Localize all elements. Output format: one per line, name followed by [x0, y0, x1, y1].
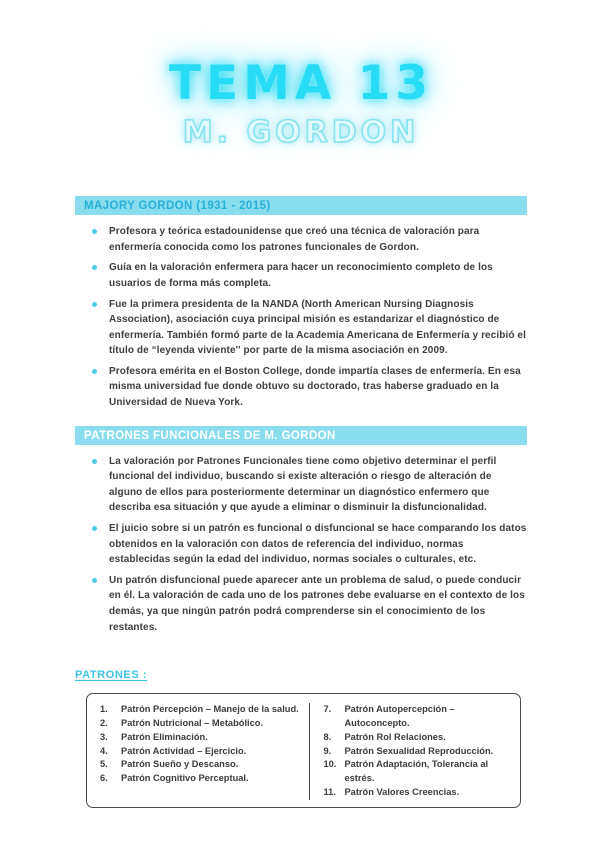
- patron-number: 7.: [323, 704, 332, 715]
- bullet-icon: [92, 265, 97, 270]
- bullet-list: [75, 224, 527, 411]
- page-title: TEMA 13: [168, 56, 434, 111]
- list-item: [92, 260, 527, 291]
- patron-number: 3.: [100, 731, 108, 742]
- bullet-text: La valoración por Patrones Funcionales tiene como objetivo determinar el perfil funcional del individuo, buscando si existe alteración o riesgo de alteración de alguno de ellos para posteriormente determinar un diagnóstico enfermero que describa esa situación y que ayude a eliminar o disminuir la disfuncionalidad.: [109, 455, 497, 514]
- section-patrones-funcionales: [75, 426, 527, 636]
- bullet-icon: [92, 229, 97, 234]
- list-item: [92, 224, 527, 255]
- bullet-text: Profesora emérita en el Boston College, donde impartía clases de enfermería. En esa misma universidad fue donde obtuvo su doctorado, tras haberse graduado en la Universidad de Nueva York.: [109, 365, 521, 409]
- bullet-text: Fue la primera presidenta de la NANDA (North American Nursing Diagnosis Association), asociación cuya principal misión es estandarizar el diagnóstico de enfermería. También formó parte de la Academia Americana de Enfermería y recibió el título de “leyenda viviente'' por parte de la misma asociación en 2009.: [109, 298, 526, 357]
- section-heading-patrones-funcionales: PATRONES FUNCIONALES DE M. GORDON: [75, 426, 527, 445]
- patron-item: [100, 703, 301, 717]
- title-block: [75, 58, 527, 150]
- patron-number: 11.: [323, 786, 336, 797]
- bullet-icon: [92, 578, 97, 583]
- patron-label: Patrón Adaptación, Tolerancia al estrés.: [344, 759, 489, 784]
- section-heading-majory-gordon: MAJORY GORDON (1931 - 2015): [75, 196, 527, 215]
- patron-number: 9.: [323, 745, 332, 756]
- bullet-icon: [92, 459, 97, 464]
- patron-item: [100, 745, 301, 759]
- bullet-text: Guía en la valoración enfermera para hacer un reconocimiento completo de los usuarios de forma más completa.: [109, 262, 493, 289]
- bullet-list: [75, 454, 527, 636]
- bullet-text: Profesora y teórica estadounidense que creó una técnica de valoración para enfermería conocida como los patrones funcionales de Gordon.: [109, 226, 480, 253]
- patron-item: [323, 731, 510, 745]
- list-item: [92, 573, 527, 635]
- patron-label: Patrón Nutricional – Metabólico.: [121, 717, 264, 728]
- list-item: [92, 454, 527, 516]
- patron-number: 4.: [100, 745, 108, 756]
- patron-item: [100, 717, 301, 731]
- patron-item: [100, 731, 301, 745]
- patron-label: Patrón Percepción – Manejo de la salud.: [121, 704, 299, 715]
- patron-item: [323, 758, 510, 786]
- bullet-icon: [92, 369, 97, 374]
- patron-label: Patrón Rol Relaciones.: [344, 731, 446, 742]
- bullet-text: Un patrón disfuncional puede aparecer ante un problema de salud, o puede conducir en él. La valoración de cada uno de los patrones debe evaluarse en el contexto de los demás, ya que ningún patrón podrá comprenderse sin el conocimiento de los restantes.: [109, 574, 525, 633]
- bullet-icon: [92, 302, 97, 307]
- patron-item: [100, 772, 301, 786]
- patron-number: 2.: [100, 717, 108, 728]
- patron-label: Patrón Sueño y Descanso.: [121, 759, 239, 770]
- patron-label: Patrón Eliminación.: [121, 731, 208, 742]
- patrones-heading: PATRONES :: [75, 669, 148, 682]
- patron-number: 6.: [100, 773, 108, 784]
- bullet-icon: [92, 526, 97, 531]
- list-item: [92, 297, 527, 359]
- patron-label: Patrón Actividad – Ejercicio.: [121, 745, 247, 756]
- patron-item: [323, 786, 510, 800]
- patrones-heading-wrap: [75, 665, 527, 683]
- patrones-box: [86, 693, 521, 808]
- patron-number: 1.: [100, 704, 108, 715]
- bullet-text: El juicio sobre si un patrón es funcional o disfuncional se hace comparando los datos obtenidos en la valoración con datos de referencia del individuo, normas establecidas según la edad del individuo, normas sociales o culturales, etc.: [109, 523, 527, 566]
- patron-label: Patrón Sexualidad Reproducción.: [344, 745, 494, 756]
- patron-item: [323, 703, 510, 731]
- patron-number: 5.: [100, 759, 108, 770]
- patron-item: [323, 745, 510, 759]
- section-majory-gordon: [75, 196, 527, 411]
- patron-number: 10.: [323, 759, 337, 770]
- patron-label: Patrón Cognitivo Perceptual.: [121, 773, 249, 784]
- patron-label: Patrón Autopercepción – Autoconcepto.: [344, 704, 455, 728]
- page-subtitle: M. GORDON: [182, 114, 420, 150]
- list-item: [92, 521, 527, 568]
- patron-label: Patrón Valores Creencias.: [344, 786, 460, 797]
- patrones-column-right: [309, 703, 510, 800]
- patron-number: 8.: [323, 731, 332, 742]
- list-item: [92, 364, 527, 411]
- patron-item: [100, 758, 301, 772]
- patrones-column-left: [100, 703, 309, 800]
